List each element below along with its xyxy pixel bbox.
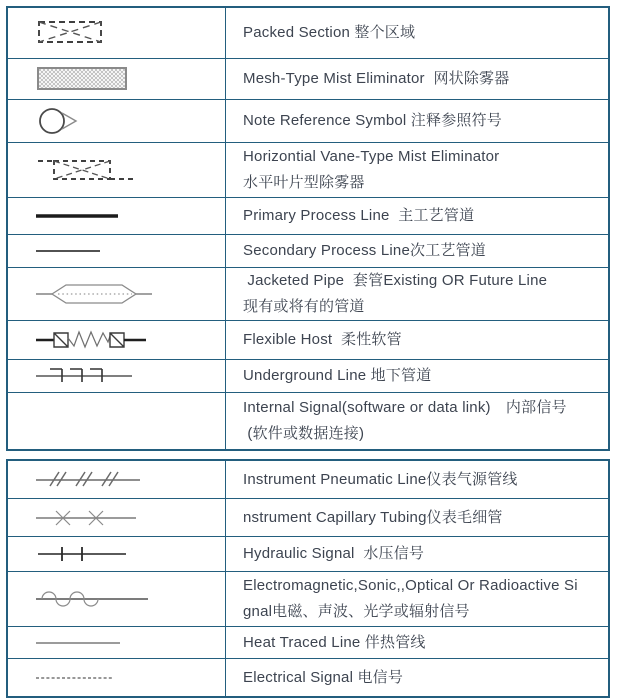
table-row xyxy=(8,571,608,626)
electrical-signal-symbol xyxy=(8,659,226,696)
no-symbol xyxy=(8,393,226,449)
hydraulic-signal-symbol xyxy=(8,537,226,571)
packed-section-icon xyxy=(36,19,106,47)
table-row xyxy=(8,461,608,498)
packed-section-symbol xyxy=(8,8,226,58)
underground-line-icon xyxy=(36,364,140,388)
table-row xyxy=(8,197,608,234)
pneumatic-line-icon xyxy=(36,469,148,491)
legend-label: Note Reference Symbol 注释参照符号 xyxy=(243,112,503,129)
table-row xyxy=(8,8,608,58)
legend-label: Electromagnetic,Sonic,,Optical Or Radioactive Si xyxy=(243,577,578,594)
thin-line-icon xyxy=(36,248,104,254)
heat-traced-line-symbol xyxy=(8,627,226,658)
legend-table-1 xyxy=(6,6,610,451)
instrument-pneumatic-line-symbol xyxy=(8,461,226,498)
table-row xyxy=(8,626,608,658)
table-row xyxy=(8,320,608,359)
table-row xyxy=(8,234,608,267)
legend-label: Instrument Pneumatic Line仪表气源管线 xyxy=(243,470,518,488)
legend-label: gnal电磁、声波、光学或辐射信号 xyxy=(243,603,470,620)
jacketed-pipe-icon xyxy=(36,281,154,307)
note-reference-symbol xyxy=(8,100,226,142)
table-row xyxy=(8,267,608,320)
legend-label: Hydraulic Signal 水压信号 xyxy=(243,545,425,562)
instrument-capillary-tubing-symbol xyxy=(8,499,226,536)
heat-traced-line-icon xyxy=(36,640,124,646)
legend-label: Secondary Process Line次工艺管道 xyxy=(243,242,486,259)
legend-label: (软件或数据连接) xyxy=(243,425,365,442)
legend-table-2 xyxy=(6,459,610,698)
hydraulic-signal-icon xyxy=(36,544,136,564)
flexible-hose-icon xyxy=(36,326,148,354)
table-row xyxy=(8,99,608,142)
table-row xyxy=(8,498,608,536)
legend-label: 现有或将有的管道 xyxy=(243,298,365,315)
table-row xyxy=(8,658,608,696)
table-row xyxy=(8,58,608,99)
legend-label: 水平叶片型除雾器 xyxy=(243,174,365,191)
legend-label: Heat Traced Line 伴热管线 xyxy=(243,633,426,651)
mesh-type-mist-eliminator-symbol xyxy=(8,59,226,99)
legend-label: nstrument Capillary Tubing仪表毛细管 xyxy=(243,508,503,526)
legend-label: Horizontial Vane-Type Mist Eliminator xyxy=(243,148,500,165)
underground-line-symbol xyxy=(8,360,226,392)
legend-label: Mesh-Type Mist Eliminator 网状除雾器 xyxy=(243,70,510,87)
dashed-line-icon xyxy=(36,675,118,681)
legend-label: Primary Process Line 主工艺管道 xyxy=(243,207,475,224)
legend-label: Flexible Host 柔性软管 xyxy=(243,331,402,348)
table-row xyxy=(8,392,608,449)
mesh-rectangle-icon xyxy=(36,66,130,92)
legend-label: Underground Line 地下管道 xyxy=(243,367,432,384)
thick-line-icon xyxy=(36,212,122,220)
legend-label: Internal Signal(software or data link) 内部信号 xyxy=(243,399,567,416)
table-row xyxy=(8,536,608,571)
table-row xyxy=(8,142,608,197)
legend-label: Packed Section 整个区域 xyxy=(243,24,416,41)
capillary-tubing-icon xyxy=(36,508,148,528)
horizontal-vane-mist-eliminator-symbol xyxy=(8,143,226,197)
legend-label: Jacketed Pipe 套管Existing OR Future Line xyxy=(243,272,548,289)
note-reference-icon xyxy=(36,105,82,137)
vane-mist-eliminator-icon xyxy=(36,152,140,188)
legend-label: Electrical Signal 电信号 xyxy=(243,668,404,686)
jacketed-pipe-symbol xyxy=(8,268,226,320)
table-row xyxy=(8,359,608,392)
primary-process-line-symbol xyxy=(8,198,226,234)
electromagnetic-signal-symbol xyxy=(8,572,226,626)
secondary-process-line-symbol xyxy=(8,235,226,267)
wave-signal-icon xyxy=(36,585,154,613)
flexible-hose-symbol xyxy=(8,321,226,359)
